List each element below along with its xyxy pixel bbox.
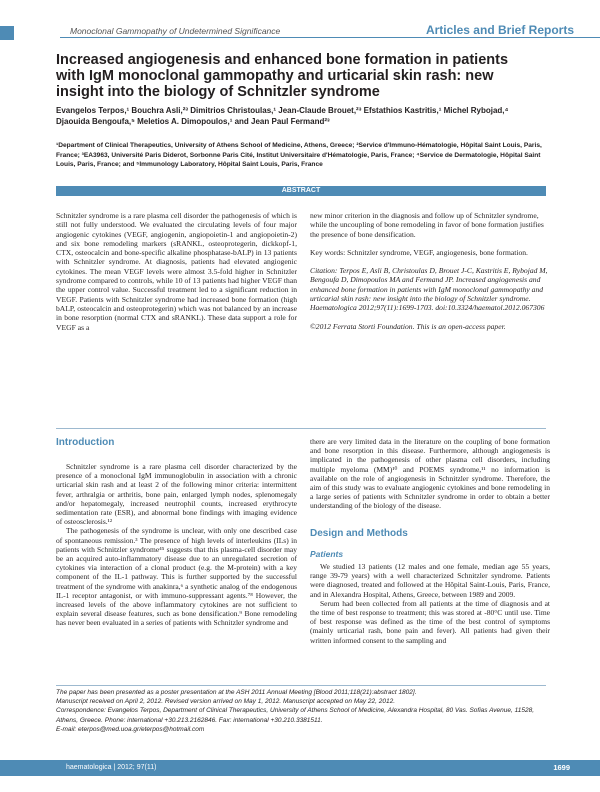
footer-journal: haematologica | 2012; 97(11) — [66, 764, 157, 771]
article-title: Increased angiogenesis and enhanced bone formation in patients with IgM monoclonal gammopathy and urticarial skin rash: new insight into the biology of Schnitzler syndrome — [56, 52, 509, 100]
abstract-body-right — [310, 211, 550, 340]
footnote-rule — [56, 685, 546, 686]
copyright: ©2012 Ferrata Storti Foundation. This is an open-access paper. — [310, 321, 506, 331]
running-head: Monoclonal Gammopathy of Undetermined Significance — [70, 26, 281, 36]
footnote-manuscript-dates: Manuscript received on April 2, 2012. Revised version arrived on May 1, 2012. Manuscript accepted on May 22, 2012. — [56, 698, 396, 706]
abstract-label: ABSTRACT — [281, 187, 321, 194]
intro-paragraph-1: Schnitzler syndrome is a rare plasma cell disorder characterized by the presence of a monoclonal IgM immunoglobulin in association with a chronic urticarial skin rash and at least 2 of the following minor criteria: intermittent fever, arthralgia or arthritis, bone pain, enlarged lymph nodes, splenomegaly and/or hepatomegaly, increased neutrophil counts, increased erythrocyte sedimentation rate (ESR), and abnormal bone findings with imaging evidence of osteosclerosis.¹² — [56, 462, 297, 527]
methods-paragraph-2: Serum had been collected from all patients at the time of diagnosis and at the time of best response to treatment; this was stored at -80°C until use. Time of best response was defined as the time of the best control of symptoms (mainly urticarial rash, bone pain and fever). All patients had given their written informed consent to the sampling and — [310, 598, 550, 645]
intro-paragraph-3: there are very limited data in the literature on the coupling of bone formation and bone resorption in this disease. Furthermore, although angiogenesis is implicated in the pathogenesis of other plasma cell disorders, including multiple myeloma (MM)¹⁰ and POEMS syndrome,¹¹ no information is available on the role of angiogenesis in Schnitzler syndrome. Therefore, the aim of this study was to evaluate angiogenic cytokines and bone remodeling in a large series of patients with Schnitzler syndrome in order to obtain a better understanding of the biology of the disease. — [310, 437, 550, 511]
design-methods-heading: Design and Methods — [310, 528, 408, 539]
page-number: 1699 — [553, 763, 570, 772]
section-label: Articles and Brief Reports — [425, 23, 574, 37]
intro-paragraph-2: The pathogenesis of the syndrome is unclear, with only one described case of spontaneous remission.³ The presence of high levels of interleukins (ILs) in patients with Schnitzler syndrome⁴⁵ suggests that this plasma-cell disorder may be an acquired auto-inflammatory disease due to an unregulated secretion of cytokines via interaction of a clonal product (e.g. the M-protein) with a key component of the IL-1 pathway. This is further supported by the successful treatment of the syndrome with anakinra,⁶ a synthetic analog of the endogenous IL-1 receptor antagonist, or with immuno-suppressant agents.⁷⁸ However, the increased levels of the above inflammatory cytokines are not sufficient to explain several disease features, such as bone densification.⁹ Bone remodeling has never been evaluated in a series of patients with Schnitzler syndrome and — [56, 526, 297, 628]
methods-paragraph-1: We studied 13 patients (12 males and one female, median age 55 years, range 39-79 years) with a well characterized Schnitzler syndrome. Patients were diagnosed, treated and followed at the Hôpital Saint-Louis, Paris, France, and in Alexandra Hospital, Athens, Greece, between 1989 and 2009. — [310, 562, 550, 599]
footnotes — [56, 688, 546, 734]
methods-column — [310, 562, 550, 645]
keywords: Key words: Schnitzler syndrome, VEGF, angiogenesis, bone formation. — [310, 247, 528, 257]
abstract-body-left: Schnitzler syndrome is a rare plasma cell disorder the pathogenesis of which is still not fully understood. We evaluated the circulating levels of four major angiogenic cytokines (VEGF, angiogenin, angiopoietin-1 and angiopoietin-2) and six bone remodeling markers (sRANKL, osteoprotegerin, dickkopf-1, CTX, osteocalcin and bone-specific alkaline phosphatase-bALP) in 13 patients with Schnitzler syndrome. At diagnosis, patients had elevated angiogenic cytokines. The mean VEGF levels were almost 3.5-fold higher in Schnitzler syndrome compared to controls, while 10 of 13 patients had higher VEGF than the upper control value. Successful treatment led to a significant reduction in VEGF. Patients with Schnitzler syndrome had increased bone formation (high bALP, osteocalcin and osteoprotegerin) which was not balanced by an increase in bone resorption (normal CTX and sRANKL). These data support a role for VEGF as a — [56, 211, 297, 332]
abstract-bar — [56, 186, 546, 196]
header-rule — [60, 37, 600, 38]
citation: Citation: Terpos E, Asli B, Christoulas D, Brouet J-C, Kastritis E, Rybojad M, Bengoufa D, Dimopoulos MA and Fermand JP. Increased angiogenesis and enhanced bone formation in patients with IgM monoclonal gammopathy and urticarial skin rash: new insight into the biology of Schnitzler syndrome. Haematologica 2012;97(11):1699-1703. doi:10.3324/haematol.2012.067306 — [310, 266, 548, 313]
introduction-right-column — [310, 437, 550, 511]
footnote-correspondence: Correspondence: Evangelos Terpos, Department of Clinical Therapeutics, University of Athens School of Medicine, Alexandra Hospital, 80 Vas. Sofias Avenue, 11528, Athens, Greece. Phone: international +30.213.2162846. Fax: international +30.210.3381511. — [56, 707, 535, 724]
footnote-presentation: The paper has been presented as a poster presentation at the ASH 2011 Annual Meeting [Blood 2011;118(21):abstract 1802]. — [56, 689, 417, 696]
introduction-heading: Introduction — [56, 437, 115, 448]
patients-subheading: Patients — [310, 549, 344, 559]
affiliations: ¹Department of Clinical Therapeutics, University of Athens School of Medicine, Athens, Greece; ²Service d'Immuno-Hématologie, Hôpital Saint Louis, Paris, France; ³EA3963, Université Paris Diderot, Sorbonne Paris Cité, Institut Universitaire d'Hématologie, Paris, France; ⁴Service de Dermatologie, Hôpital Saint Louis, Paris, France; and ⁵Immunology Laboratory, Hôpital Saint Louis, Paris, France — [56, 142, 542, 168]
abstract-body-continued: new minor criterion in the diagnosis and follow up of Schnitzler syndrome, while the uncoupling of bone remodeling in favor of bone formation justifies the presence of bone densification. — [310, 211, 544, 239]
section-divider — [56, 428, 546, 429]
introduction-left-column — [56, 462, 297, 628]
author-list: Evangelos Terpos,¹ Bouchra Asli,²³ Dimitrios Christoulas,¹ Jean-Claude Brouet,²³ Efstathios Kastritis,¹ Michel Rybojad,⁴ Djaouida Bengoufa,⁵ Meletios A. Dimopoulos,¹ and Jean Paul Fermand²³ — [56, 106, 509, 126]
footer-bar — [0, 760, 600, 776]
footnote-email: E-mail: eterpos@med.uoa.gr/eterpos@hotmail.com — [56, 725, 205, 733]
header-tab-marker — [0, 26, 14, 40]
